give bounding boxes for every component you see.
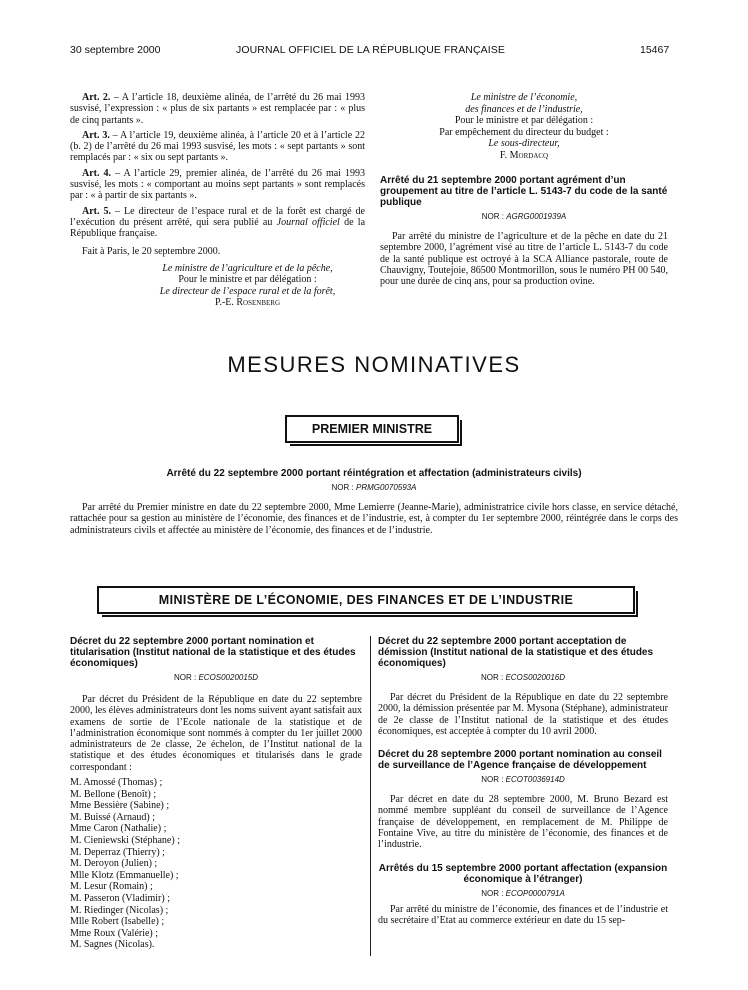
nor-agrg: NOR : AGRG0001939A xyxy=(481,212,567,221)
article-3: Art. 3. – A l’article 19, deuxième alinéa, à l’article 20 et à l’article 22 (b. 2) de l’arrêté du 26 mai 1993 susvisé, les mots : « sept partants » sont remplacés par : « six ou sept partants ». xyxy=(70,129,365,164)
article-4: Art. 4. – A l’article 29, premier alinéa, de l’arrêté du 26 mai 1993 susvisé, les mots : « comportant au moins sept partants » sont remplacés par : « à partir de six partants ». xyxy=(70,167,365,202)
mesures-nominatives-heading: MESURES NOMINATIVES xyxy=(227,352,521,377)
header-title: JOURNAL OFFICIEL DE LA RÉPUBLIQUE FRANÇAISE xyxy=(236,44,505,56)
done-at: Fait à Paris, le 20 septembre 2000. xyxy=(82,245,221,257)
bottom-right-column xyxy=(378,636,668,930)
article-2: Art. 2. – A l’article 18, deuxième alinéa, de l’arrêté du 26 mai 1993 susvisé, l’expression : « plus de six partants » est remplacée par : « plus de cinq partants ». xyxy=(70,92,365,126)
list-item: M. Sagnes (Nicolas). xyxy=(70,939,155,951)
list-item: M. Bellone (Benoît) ; xyxy=(70,788,157,800)
decret-nomination-body: Par décret du Président de la République en date du 22 septembre 2000, les élèves administrateurs dont les noms suivent ayant satisfait aux examens de sortie de l’Ecole nationale de la statistique et de l’administration économique sont nommés à compter du 1er juillet 2000 administrateurs de 2e classe, 2e échelon, de l’Institut national de la statistique et des études économiques et titularisés dans le grade correspondant : xyxy=(70,694,362,773)
list-item: M. Lesur (Romain) ; xyxy=(70,881,153,893)
decret-conseil-body: Par décret en date du 28 septembre 2000, M. Bruno Bezard est nommé membre suppléant du conseil de surveillance de l’Agence française de développement, en remplacement de M. Philippe de Fontaine Vive, au titre du ministère de l’économie, des finances et de l’industrie. xyxy=(378,794,668,851)
top-left-column xyxy=(70,92,365,309)
arrete-agrement-body: Par arrêté du ministre de l’agriculture et de la pêche en date du 21 septembre 2000, l’agrément visé au titre de l’article L. 5143-7 du code de la santé publique est octroyé à la SCA Alliance pastorale, route de Chauvigny, Toutejoie, 86500 Montmorillon, sous le numéro PH 00 540, pour une durée de cinq ans, pour sa production ovine. xyxy=(380,231,668,288)
signature-block-left: Le ministre de l’agriculture et de la pêche, Pour le ministre et par délégation : Le directeur de l’espace rural et de la forêt, P.-E. Rosenberg xyxy=(159,262,336,309)
header-page-number: 15467 xyxy=(640,44,670,56)
arretes-affectation-body: Par arrêté du ministre de l’économie, des finances et de l’industrie et du secrétaire d’Etat au commerce extérieur en date du 15 sep- xyxy=(378,903,668,926)
column-divider xyxy=(370,636,371,956)
premier-arrete-title: Arrêté du 22 septembre 2000 portant réintégration et affectation (administrateurs civils) xyxy=(166,468,582,479)
nor-ecos-15: NOR : ECOS0020015D xyxy=(173,673,259,682)
list-item: M. Deroyon (Julien) ; xyxy=(70,858,158,870)
list-item: Mme Roux (Valérie) ; xyxy=(70,927,159,939)
nor-prmg: NOR : PRMG0070593A xyxy=(331,483,417,492)
list-item: M. Riedinger (Nicolas) ; xyxy=(70,904,169,916)
list-item: Mlle Robert (Isabelle) ; xyxy=(70,916,165,928)
nor-ecop: NOR : ECOP0000791A xyxy=(481,888,565,898)
top-right-column xyxy=(380,92,668,291)
premier-section xyxy=(70,468,678,540)
premier-ministre-box: PREMIER MINISTRE xyxy=(285,415,459,443)
article-5: Art. 5. – Le directeur de l’espace rural et de la forêt est chargé de l’exécution du présent arrêté, qui sera publié au Journal officiel de la République française. xyxy=(70,205,366,240)
decret-nomination-title: Décret du 22 septembre 2000 portant nomination et titularisation (Institut national de la statistique et des études économiques) xyxy=(70,636,356,669)
list-item: Mlle Klotz (Emmanuelle) ; xyxy=(70,869,179,881)
premier-arrete-body: Par arrêté du Premier ministre en date du 22 septembre 2000, Mme Lemierre (Jeanne-Marie), administratrice civile hors classe, en service détaché, rattachée pour sa gestion au ministère de l’économie, des finances et de l’industrie, est, à compter du 1er septembre 2000, réintégrée dans le corps des administrateurs civils et affectée au ministère de l’économie, des finances et de l’industrie. xyxy=(70,502,678,536)
decret-conseil-title: Décret du 28 septembre 2000 portant nomination au conseil de surveillance de l’Agence française de développement xyxy=(378,749,662,772)
arretes-affectation-title: Arrêtés du 15 septembre 2000 portant affectation (expansion économique à l’étranger) xyxy=(378,862,668,885)
list-item: M. Buissé (Arnaud) ; xyxy=(70,811,155,823)
arrete-agrement-title: Arrêté du 21 septembre 2000 portant agrément d’un groupement au titre de l’article L. 5143-7 du code de la santé publique xyxy=(380,175,668,208)
header-date: 30 septembre 2000 xyxy=(70,44,161,56)
list-item: M. Deperraz (Thierry) ; xyxy=(70,846,165,858)
list-item: M. Passeron (Vladimir) ; xyxy=(70,893,170,905)
list-item: M. Amossé (Thomas) ; xyxy=(70,777,163,789)
names-list xyxy=(70,777,362,951)
nor-ecot: NOR : ECOT0036914D xyxy=(481,775,565,785)
decret-demission-title: Décret du 22 septembre 2000 portant acceptation de démission (Institut national de la statistique et des études économiques) xyxy=(378,636,654,669)
decret-demission-body: Par décret du Président de la République en date du 22 septembre 2000, la démission présentée par M. Mysona (Stéphane), administrateur de 2e classe de l’Institut national de la statistique et des études économiques, est acceptée à compter du 10 avril 2000. xyxy=(378,692,668,737)
signature-block-right: Le ministre de l’économie, des finances et de l’industrie, Pour le ministre et par délégation : Par empêchement du directeur du budget : Le sous-directeur, F. Mordacq xyxy=(439,92,609,161)
ministere-economie-box: MINISTÈRE DE L’ÉCONOMIE, DES FINANCES ET DE L’INDUSTRIE xyxy=(97,586,635,614)
bottom-left-column xyxy=(70,636,362,951)
nor-ecos-16: NOR : ECOS0020016D xyxy=(480,673,566,682)
list-item: Mme Bessière (Sabine) ; xyxy=(70,800,170,812)
list-item: Mme Caron (Nathalie) ; xyxy=(70,823,167,835)
list-item: M. Cieniewski (Stéphane) ; xyxy=(70,835,180,847)
